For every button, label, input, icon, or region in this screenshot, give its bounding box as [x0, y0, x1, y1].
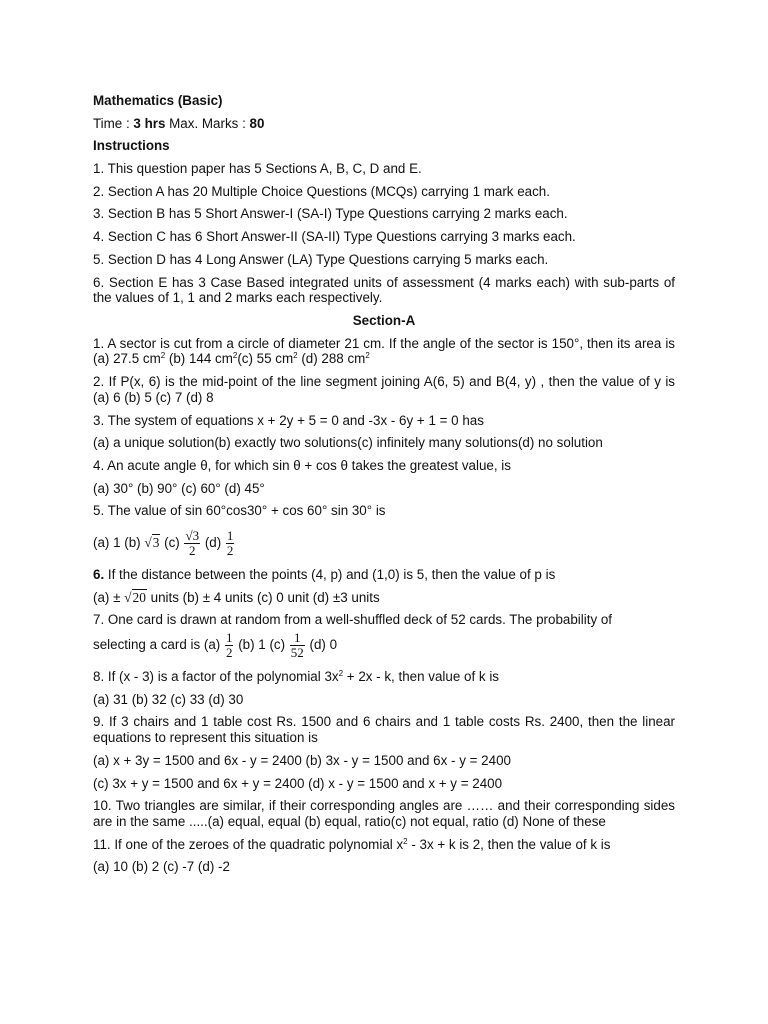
- question-5: 5. The value of sin 60°cos30° + cos 60° sin 30° is: [93, 503, 386, 519]
- marks-label: Max. Marks :: [165, 115, 250, 131]
- sqrt-symbol: √: [144, 535, 152, 551]
- question-8-options: (a) 31 (b) 32 (c) 33 (d) 30: [93, 691, 244, 707]
- question-3-options: (a) a unique solution(b) exactly two solutions(c) infinitely many solutions(d) no solution: [93, 435, 603, 451]
- question-6: 6. If the distance between the points (4, p) and (1,0) is 5, then the value of p is: [93, 566, 556, 582]
- question-8: 8. If (x - 3) is a factor of the polynomial $3x^2 + 2x - k$, then value of k is: [93, 669, 499, 685]
- question-7: 7. One card is drawn at random from a well-shuffled deck of 52 cards. The probability of: [93, 612, 613, 628]
- time-label: Time :: [93, 115, 134, 131]
- question-10: 10. Two triangles are similar, if their corresponding angles are …… and their corresponding sides are in the same .....(a) equal, equal (b) equal, ratio(c) not equal, ratio (d) None of these: [93, 798, 675, 830]
- question-9: 9. If 3 chairs and 1 table cost Rs. 1500 and 6 chairs and 1 table costs Rs. 2400, then the linear equations to represent this situation is: [93, 714, 675, 746]
- section-heading: Section-A: [352, 312, 416, 328]
- sqrt-symbol: √: [124, 589, 132, 605]
- question-3: 3. The system of equations x + 2y + 5 = 0 and -3x - 6y + 1 = 0 has: [93, 412, 484, 428]
- question-4-options: (a) 30° (b) 90° (c) 60° (d) 45°: [93, 480, 265, 496]
- marks-value: 80: [249, 115, 265, 131]
- question-9-options-2: (c) 3x + y = 1500 and 6x + y = 2400 (d) x - y = 1500 and x + y = 2400: [93, 775, 503, 791]
- question-7-options: selecting a card is (a) $\frac{1}{2}$ (b) 1 (c) $\frac{1}{52}$ (d) 0: [93, 630, 338, 661]
- instructions-heading: Instructions: [93, 138, 170, 154]
- question-5-options: (a) 1 (b) √3 (c) $\frac{√3}{2}$ (d) $\frac{1}{2}$: [93, 528, 234, 559]
- question-11-options: (a) 10 (b) 2 (c) -7 (d) -2: [93, 859, 230, 875]
- fraction: $\frac{1}{2}$: [226, 528, 234, 559]
- question-2: 2. If P(x, 6) is the mid-point of the line segment joining A(6, 5) and B(4, y) , then the value of y is (a) 6 (b) 5 (c) 7 (d) 8: [93, 374, 675, 405]
- instruction-item: 3. Section B has 5 Short Answer-I (SA-I) Type Questions carrying 2 marks each.: [93, 206, 568, 222]
- question-paper: [93, 93, 675, 882]
- time-value: 3 hrs: [133, 115, 166, 131]
- time-marks-line: [93, 116, 675, 132]
- question-6-options: (a) ± √20 units (b) ± 4 units (c) 0 unit (d) ±3 units: [93, 589, 380, 605]
- fraction: $\frac{1}{52}$: [290, 630, 304, 661]
- question-4: 4. An acute angle θ, for which sin θ + cos θ takes the greatest value, is: [93, 458, 511, 474]
- question-11: 11. If one of the zeroes of the quadratic polynomial $x^2 - 3x + k$ is 2, then the value of k is: [93, 836, 611, 852]
- instruction-item: 1. This question paper has 5 Sections A, B, C, D and E.: [93, 161, 422, 177]
- fraction: $\frac{√3}{2}$: [185, 528, 200, 559]
- question-1: 1. A sector is cut from a circle of diameter 21 cm. If the angle of the sector is 150°, then its area is (a) 27.5 $cm^2$ (b) 144 $cm^2(c)$ 55 $cm^2$ (d) 288 $cm^2$: [93, 335, 675, 367]
- instruction-item: 2. Section A has 20 Multiple Choice Questions (MCQs) carrying 1 mark each.: [93, 183, 550, 199]
- instruction-item: 5. Section D has 4 Long Answer (LA) Type Questions carrying 5 marks each.: [93, 251, 549, 267]
- question-9-options-1: (a) x + 3y = 1500 and 6x - y = 2400 (b) 3x - y = 1500 and 6x - y = 2400: [93, 752, 511, 768]
- instruction-item: 4. Section C has 6 Short Answer-II (SA-II) Type Questions carrying 3 marks each.: [93, 229, 576, 245]
- paper-title: Mathematics (Basic): [93, 93, 223, 108]
- instruction-item: 6. Section E has 3 Case Based integrated units of assessment (4 marks each) with sub-parts of the values of 1, 1 and 2 marks each respectively.: [93, 274, 675, 306]
- fraction: $\frac{1}{2}$: [225, 630, 233, 661]
